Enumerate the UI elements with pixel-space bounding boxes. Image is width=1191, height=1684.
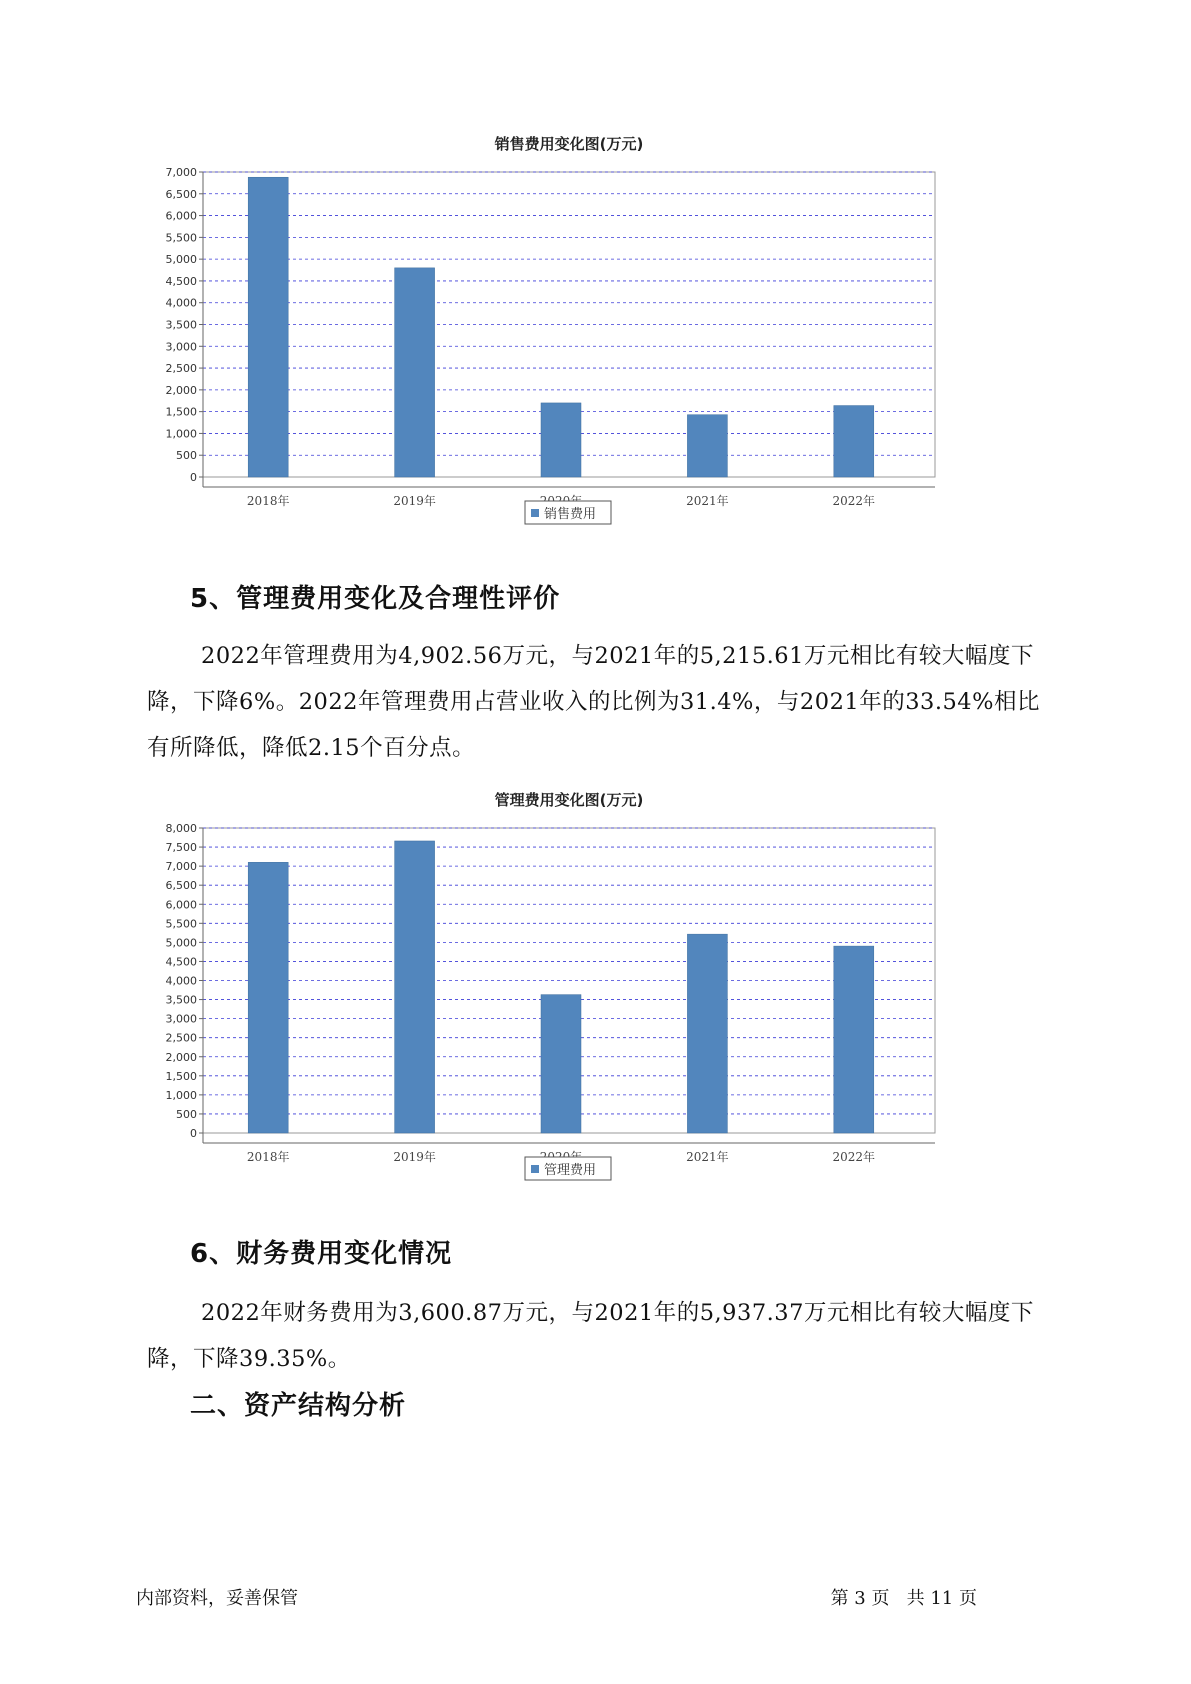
admin-legend-label: 管理费用 [544, 1163, 597, 1178]
admin-ytick-label: 2,000 [165, 1050, 197, 1064]
admin-ytick-label: 8,000 [165, 822, 197, 835]
admin-ytick-label: 1,500 [165, 1069, 197, 1083]
footer-confidential-note: 内部资料，妥善保管 [136, 1588, 298, 1609]
sales-ytick-label: 3,500 [165, 318, 197, 332]
admin-ytick-label: 3,000 [165, 1012, 197, 1026]
sales-legend-swatch [531, 509, 539, 517]
admin-legend-swatch [531, 1165, 539, 1173]
sales-xtick-label: 2019年 [393, 494, 436, 508]
admin-ytick-label: 5,500 [165, 917, 197, 931]
sales-ytick-label: 4,500 [165, 274, 197, 288]
sales-ytick-label: 1,000 [165, 427, 197, 441]
admin-ytick-label: 3,500 [165, 993, 197, 1007]
sales-ytick-label: 0 [190, 471, 197, 484]
admin-xtick-label: 2022年 [832, 1150, 876, 1164]
sales-xtick-label: 2022年 [832, 494, 876, 508]
admin-xtick-label: 2018年 [246, 1150, 290, 1164]
sales-ytick-label: 5,000 [165, 253, 197, 267]
sales-bar-2020年 [541, 403, 581, 477]
sales-xtick-label: 2018年 [246, 494, 290, 508]
admin-bar-2022年 [834, 946, 874, 1133]
sales-bar-2021年 [687, 415, 727, 477]
sales-expense-chart [150, 128, 1050, 548]
sales-xtick-label: 2021年 [686, 494, 729, 508]
admin-bar-2021年 [687, 934, 727, 1133]
sales-ytick-label: 1,500 [165, 405, 197, 419]
sales-ytick-label: 7,000 [165, 166, 197, 179]
admin-ytick-label: 500 [176, 1107, 197, 1121]
sales-bar-2019年 [395, 268, 435, 477]
admin-expense-chart [150, 784, 1050, 1204]
finance-expense-heading: 6、财务费用变化情况 [190, 1239, 453, 1269]
sales-ytick-label: 3,000 [165, 340, 197, 354]
sales-chart-title: 销售费用变化图(万元) [494, 135, 644, 153]
footer-page-number: 第 3 页 共 11 页 [830, 1588, 977, 1609]
admin-ytick-label: 6,500 [165, 879, 197, 893]
sales-ytick-label: 6,000 [165, 209, 197, 223]
admin-ytick-label: 7,500 [165, 841, 197, 855]
admin-ytick-label: 1,000 [165, 1088, 197, 1102]
admin-expense-paragraph: 2022年管理费用为4,902.56万元，与2021年的5,215.61万元相比有较大幅度下降，下降6%。2022年管理费用占营业收入的比例为31.4%，与2021年的33.54%相比有所降低，降低2.15个百分点。 [147, 643, 1040, 761]
admin-ytick-label: 5,000 [165, 936, 197, 950]
admin-xtick-label: 2019年 [393, 1150, 436, 1164]
admin-expense-heading: 5、管理费用变化及合理性评价 [190, 584, 561, 614]
asset-structure-heading: 二、资产结构分析 [190, 1391, 407, 1421]
sales-ytick-label: 500 [176, 449, 197, 463]
admin-bar-2018年 [248, 862, 288, 1133]
admin-bar-2020年 [541, 995, 581, 1133]
admin-ytick-label: 7,000 [165, 860, 197, 874]
admin-ytick-label: 2,500 [165, 1031, 197, 1045]
sales-ytick-label: 4,000 [165, 296, 197, 310]
sales-chart-svg [150, 128, 1050, 548]
sales-legend-label: 销售费用 [544, 507, 597, 522]
admin-xtick-label: 2021年 [686, 1150, 729, 1164]
admin-ytick-label: 4,500 [165, 955, 197, 969]
sales-bar-2018年 [248, 177, 288, 477]
admin-ytick-label: 0 [190, 1127, 197, 1140]
finance-expense-paragraph: 2022年财务费用为3,600.87万元，与2021年的5,937.37万元相比有较大幅度下降，下降39.35%。 [147, 1300, 1034, 1372]
sales-ytick-label: 2,500 [165, 362, 197, 376]
admin-ytick-label: 4,000 [165, 974, 197, 988]
admin-chart-title: 管理费用变化图(万元) [494, 791, 644, 809]
sales-ytick-label: 2,000 [165, 383, 197, 397]
sales-ytick-label: 6,500 [165, 187, 197, 201]
admin-ytick-label: 6,000 [165, 898, 197, 912]
sales-ytick-label: 5,500 [165, 231, 197, 245]
sales-bar-2022年 [834, 406, 874, 477]
admin-chart-svg [150, 784, 1050, 1204]
admin-bar-2019年 [395, 841, 435, 1133]
